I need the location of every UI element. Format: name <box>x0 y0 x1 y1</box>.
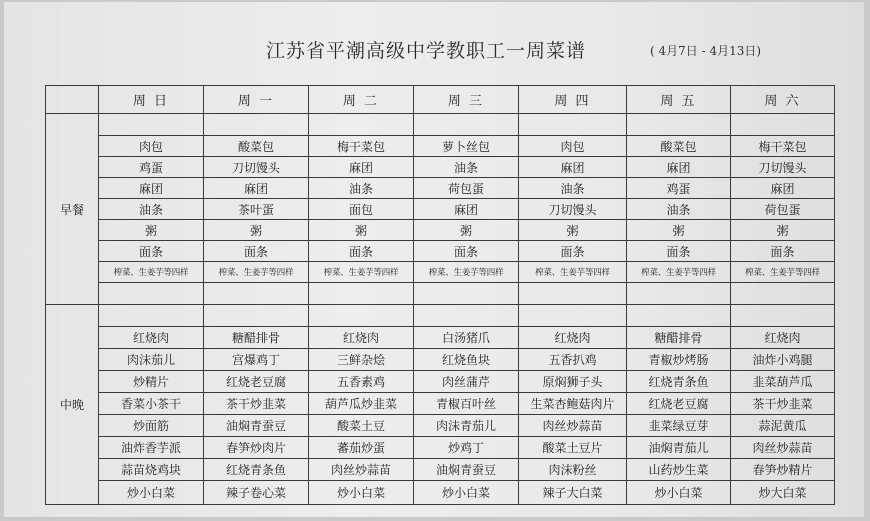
dish-cell: 肉包 <box>519 136 627 157</box>
dish-cell: 鸡蛋 <box>99 157 204 178</box>
day-header-wed: 周 三 <box>414 86 519 114</box>
menu-row <box>46 262 835 283</box>
lunch_dinner-label: 中晚 <box>46 305 99 505</box>
empty-cell <box>99 283 204 305</box>
dish-cell: 麻团 <box>414 199 519 220</box>
dish-cell: 春笋炒精片 <box>731 459 835 481</box>
dish-cell: 炒鸡丁 <box>414 437 519 459</box>
dish-cell: 粥 <box>519 220 627 241</box>
dish-cell: 面条 <box>309 241 414 262</box>
dish-cell: 油条 <box>519 178 627 199</box>
menu-row <box>46 136 835 157</box>
dish-cell: 面条 <box>627 241 731 262</box>
dish-cell: 榨菜、生姜芋等四样 <box>414 262 519 283</box>
empty-cell <box>99 305 204 327</box>
empty-cell <box>627 114 731 136</box>
empty-cell <box>204 283 309 305</box>
empty-cell <box>414 283 519 305</box>
dish-cell: 粥 <box>99 220 204 241</box>
dish-cell: 油炸香芋派 <box>99 437 204 459</box>
dish-cell: 五香扒鸡 <box>519 349 627 371</box>
menu-row <box>46 393 835 415</box>
dish-cell: 梅干菜包 <box>731 136 835 157</box>
dish-cell: 麻团 <box>731 178 835 199</box>
dish-cell: 五香素鸡 <box>309 371 414 393</box>
dish-cell: 榨菜、生姜芋等四样 <box>627 262 731 283</box>
dish-cell: 油条 <box>99 199 204 220</box>
dish-cell: 三鲜杂烩 <box>309 349 414 371</box>
date-range: ( 4月7日 - 4月13日) <box>650 44 762 58</box>
menu-row <box>46 437 835 459</box>
dish-cell: 肉沫粉丝 <box>519 459 627 481</box>
empty-cell <box>309 305 414 327</box>
dish-cell: 春笋炒肉片 <box>204 437 309 459</box>
dish-cell: 香菜小茶干 <box>99 393 204 415</box>
day-header-tue: 周 二 <box>309 86 414 114</box>
menu-row <box>46 459 835 481</box>
dish-cell: 原焖狮子头 <box>519 371 627 393</box>
empty-cell <box>309 114 414 136</box>
dish-cell: 榨菜、生姜芋等四样 <box>204 262 309 283</box>
dish-cell: 生菜杏鲍菇肉片 <box>519 393 627 415</box>
dish-cell: 蒜泥黄瓜 <box>731 415 835 437</box>
dish-cell: 油条 <box>414 157 519 178</box>
dish-cell: 红烧肉 <box>309 327 414 349</box>
dish-cell: 蒜苗烧鸡块 <box>99 459 204 481</box>
dish-cell: 刀切馒头 <box>731 157 835 178</box>
dish-cell: 糖醋排骨 <box>627 327 731 349</box>
dish-cell: 辣子大白菜 <box>519 481 627 505</box>
menu-row <box>46 241 835 262</box>
dish-cell: 红烧肉 <box>731 327 835 349</box>
dish-cell: 茶干炒韭菜 <box>204 393 309 415</box>
dish-cell: 蕃茄炒蛋 <box>309 437 414 459</box>
dish-cell: 红烧青条鱼 <box>627 371 731 393</box>
empty-cell <box>627 283 731 305</box>
dish-cell: 面条 <box>731 241 835 262</box>
dish-cell: 肉包 <box>99 136 204 157</box>
empty-cell <box>309 283 414 305</box>
dish-cell: 韭菜绿豆芽 <box>627 415 731 437</box>
day-header-mon: 周 一 <box>204 86 309 114</box>
dish-cell: 萝卜丝包 <box>414 136 519 157</box>
weekly-menu-table <box>45 85 835 505</box>
day-header-fri: 周 五 <box>627 86 731 114</box>
empty-cell <box>414 114 519 136</box>
dish-cell: 炒小白菜 <box>99 481 204 505</box>
empty-cell <box>519 283 627 305</box>
dish-cell: 茶干炒韭菜 <box>731 393 835 415</box>
dish-cell: 肉丝炒蒜苗 <box>309 459 414 481</box>
empty-cell <box>731 283 835 305</box>
dish-cell: 面条 <box>204 241 309 262</box>
dish-cell: 肉丝蒲芹 <box>414 371 519 393</box>
dish-cell: 酸菜包 <box>204 136 309 157</box>
dish-cell: 酸菜土豆片 <box>519 437 627 459</box>
dish-cell: 肉沫茄儿 <box>99 349 204 371</box>
dish-cell: 茶叶蛋 <box>204 199 309 220</box>
dish-cell: 宫爆鸡丁 <box>204 349 309 371</box>
dish-cell: 红烧肉 <box>99 327 204 349</box>
dish-cell: 麻团 <box>204 178 309 199</box>
dish-cell: 炒小白菜 <box>309 481 414 505</box>
spacer-row <box>46 114 835 136</box>
dish-cell: 辣子卷心菜 <box>204 481 309 505</box>
day-header-sat: 周 六 <box>731 86 835 114</box>
menu-row <box>46 220 835 241</box>
empty-cell <box>99 114 204 136</box>
dish-cell: 红烧肉 <box>519 327 627 349</box>
dish-cell: 榨菜、生姜芋等四样 <box>309 262 414 283</box>
dish-cell: 红烧老豆腐 <box>204 371 309 393</box>
day-header-sun: 周 日 <box>99 86 204 114</box>
dish-cell: 青椒炒烤肠 <box>627 349 731 371</box>
dish-cell: 炒小白菜 <box>414 481 519 505</box>
dish-cell: 肉丝炒蒜苗 <box>519 415 627 437</box>
empty-cell <box>519 114 627 136</box>
dish-cell: 糖醋排骨 <box>204 327 309 349</box>
dish-cell: 油焖青茄儿 <box>627 437 731 459</box>
dish-cell: 山药炒生菜 <box>627 459 731 481</box>
dish-cell: 鸡蛋 <box>627 178 731 199</box>
spacer-row <box>46 283 835 305</box>
dish-cell: 炒小白菜 <box>627 481 731 505</box>
breakfast-label: 早餐 <box>46 114 99 305</box>
empty-cell <box>204 114 309 136</box>
breakfast-section <box>46 114 835 305</box>
dish-cell: 面条 <box>519 241 627 262</box>
menu-row <box>46 371 835 393</box>
dish-cell: 面条 <box>414 241 519 262</box>
menu-row <box>46 157 835 178</box>
empty-cell <box>519 305 627 327</box>
menu-row <box>46 178 835 199</box>
dish-cell: 红烧青条鱼 <box>204 459 309 481</box>
spacer-row <box>46 305 835 327</box>
empty-cell <box>204 305 309 327</box>
dish-cell: 刀切馒头 <box>204 157 309 178</box>
dish-cell: 麻团 <box>519 157 627 178</box>
dish-cell: 荷包蛋 <box>414 178 519 199</box>
dish-cell: 粥 <box>731 220 835 241</box>
empty-cell <box>731 305 835 327</box>
menu-sheet <box>4 2 864 517</box>
dish-cell: 青椒百叶丝 <box>414 393 519 415</box>
dish-cell: 面条 <box>99 241 204 262</box>
empty-cell <box>731 114 835 136</box>
dish-cell: 面包 <box>309 199 414 220</box>
dish-cell: 麻团 <box>627 157 731 178</box>
dish-cell: 酸菜包 <box>627 136 731 157</box>
day-header-thu: 周 四 <box>519 86 627 114</box>
corner-cell <box>46 86 99 114</box>
dish-cell: 油焖青蚕豆 <box>204 415 309 437</box>
dish-cell: 酸菜土豆 <box>309 415 414 437</box>
dish-cell: 油炸小鸡腿 <box>731 349 835 371</box>
dish-cell: 麻团 <box>309 157 414 178</box>
dish-cell: 肉丝炒蒜苗 <box>731 437 835 459</box>
dish-cell: 粥 <box>309 220 414 241</box>
lunch-dinner-section <box>46 305 835 505</box>
dish-cell: 油焖青蚕豆 <box>414 459 519 481</box>
dish-cell: 红烧鱼块 <box>414 349 519 371</box>
dish-cell: 榨菜、生姜芋等四样 <box>99 262 204 283</box>
empty-cell <box>627 305 731 327</box>
dish-cell: 葫芦瓜炒韭菜 <box>309 393 414 415</box>
dish-cell: 荷包蛋 <box>731 199 835 220</box>
menu-row <box>46 415 835 437</box>
dish-cell: 油条 <box>309 178 414 199</box>
menu-row <box>46 199 835 220</box>
dish-cell: 榨菜、生姜芋等四样 <box>731 262 835 283</box>
dish-cell: 红烧老豆腐 <box>627 393 731 415</box>
menu-row <box>46 349 835 371</box>
page-title: 江苏省平潮高级中学教职工一周菜谱 <box>266 40 587 62</box>
dish-cell: 粥 <box>627 220 731 241</box>
menu-row <box>46 481 835 505</box>
dish-cell: 炒精片 <box>99 371 204 393</box>
dish-cell: 油条 <box>627 199 731 220</box>
dish-cell: 白汤猪爪 <box>414 327 519 349</box>
dish-cell: 麻团 <box>99 178 204 199</box>
dish-cell: 刀切馒头 <box>519 199 627 220</box>
dish-cell: 炒面筋 <box>99 415 204 437</box>
day-header-row <box>46 86 835 114</box>
dish-cell: 韭菜葫芦瓜 <box>731 371 835 393</box>
dish-cell: 粥 <box>204 220 309 241</box>
empty-cell <box>414 305 519 327</box>
menu-row <box>46 327 835 349</box>
dish-cell: 粥 <box>414 220 519 241</box>
dish-cell: 榨菜、生姜芋等四样 <box>519 262 627 283</box>
dish-cell: 梅干菜包 <box>309 136 414 157</box>
dish-cell: 炒大白菜 <box>731 481 835 505</box>
dish-cell: 肉沫青茄儿 <box>414 415 519 437</box>
